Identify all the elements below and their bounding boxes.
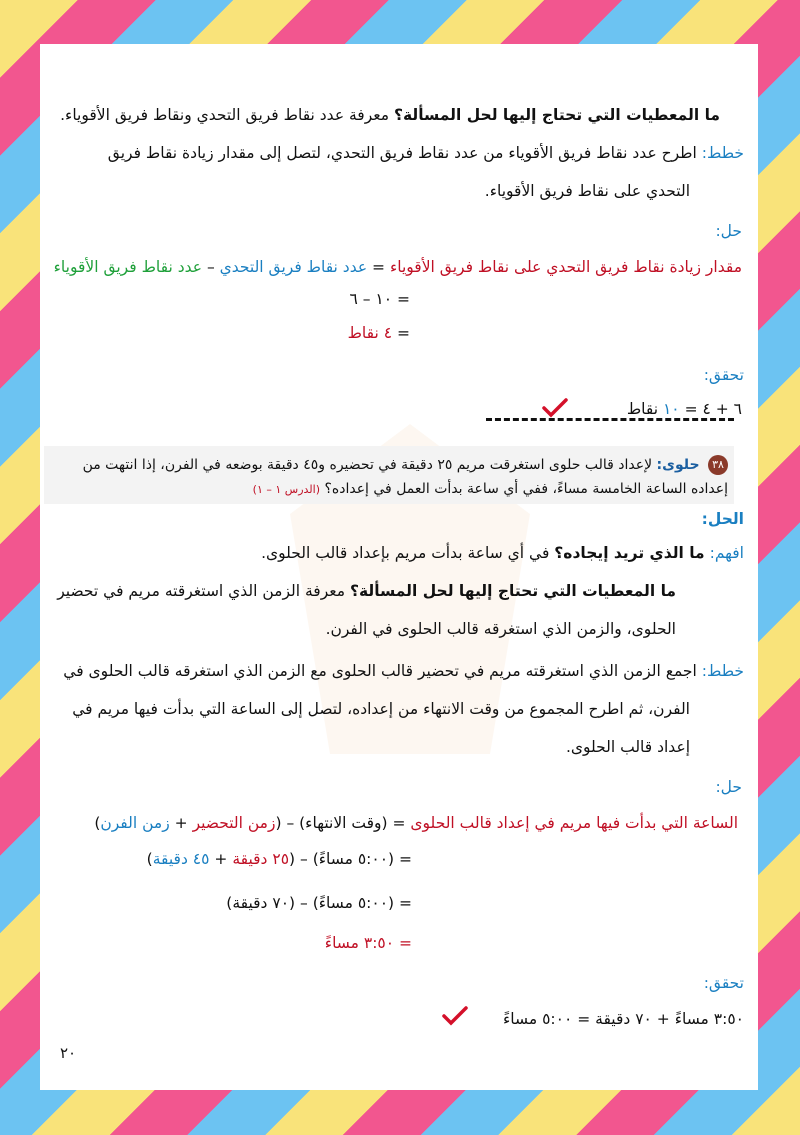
lesson-ref: (الدرس ١ – ١) xyxy=(252,483,320,496)
given-line-1 xyxy=(60,106,720,125)
eq2-plus: + xyxy=(174,814,188,832)
eq1-step-2: = ١٠ – ٦ xyxy=(349,290,410,308)
eq2-step-4: = ٣:٥٠ مساءً xyxy=(324,934,412,952)
data-line-1 xyxy=(57,582,676,601)
problem-title: حلوى: xyxy=(656,457,700,473)
verify1-a: ٦ + ٤ = xyxy=(684,400,742,418)
problem-line-1 xyxy=(83,455,728,475)
check-mark-icon xyxy=(542,398,568,418)
page-number: ٢٠ xyxy=(60,1044,77,1062)
plan-label: خطط: xyxy=(701,144,744,162)
solve-label: حل: xyxy=(715,222,742,240)
plan-text-2: التحدي على نقاط فريق الأقوياء. xyxy=(484,182,690,200)
solve2-label: حل: xyxy=(715,778,742,796)
problem-line-2 xyxy=(253,481,728,498)
given-answer: معرفة عدد نقاط فريق التحدي ونقاط فريق الأقوياء. xyxy=(60,106,390,124)
eq2-rest: = (وقت الانتهاء) – ( xyxy=(275,814,406,832)
problem-number-badge: ٣٨ xyxy=(708,455,728,475)
understand-label: افهم: xyxy=(709,544,744,562)
verify1-c: نقاط xyxy=(626,400,659,418)
verify-label: تحقق: xyxy=(703,366,744,384)
understand-line xyxy=(261,544,744,563)
plan-line-1 xyxy=(108,144,744,163)
given-question: ما المعطيات التي تحتاج إليها لحل المسألة؟ xyxy=(393,106,720,124)
plan-text-1: اطرح عدد نقاط فريق الأقوياء من عدد نقاط فريق التحدي، لتصل إلى مقدار زيادة نقاط فريق xyxy=(107,144,697,162)
eq2-close: ) xyxy=(94,814,101,832)
plan2-label: خطط: xyxy=(701,662,744,680)
eq1-term-a: عدد نقاط فريق التحدي xyxy=(219,258,368,276)
eq1-equals: = xyxy=(372,258,386,276)
plan2-text-3: إعداد قالب الحلوى. xyxy=(565,738,690,756)
eq2-s2b: ٢٥ دقيقة xyxy=(232,850,290,868)
verify2-line: ٣:٥٠ مساءً + ٧٠ دقيقة = ٥:٠٠ مساءً xyxy=(503,1010,744,1028)
check-mark-icon xyxy=(442,1006,468,1026)
eq1-step3-equals: = xyxy=(397,324,410,342)
eq2-s2e: ) xyxy=(146,850,153,868)
eq2-step-2 xyxy=(147,850,412,869)
want-question: ما الذي تريد إيجاده؟ xyxy=(554,544,705,562)
problem-text-2: إعداده الساعة الخامسة مساءً، ففي أي ساعة بدأت العمل في إعداده؟ xyxy=(324,481,728,497)
section-divider xyxy=(486,418,734,421)
eq2-s2c: + xyxy=(214,850,228,868)
verify1-b: ١٠ xyxy=(662,400,680,418)
data-question: ما المعطيات التي تحتاج إليها لحل المسألة؟ xyxy=(349,582,676,600)
data-line-2: الحلوى، والزمن الذي استغرقه قالب الحلوى في الفرن. xyxy=(325,620,676,638)
data-answer: معرفة الزمن الذي استغرقته مريم في تحضير xyxy=(57,582,346,600)
eq2-oven: زمن الفرن xyxy=(100,814,170,832)
want-answer: في أي ساعة بدأت مريم بإعداد قالب الحلوى. xyxy=(261,544,550,562)
eq2-s2a: = (٥:٠٠ مساءً) – ( xyxy=(289,850,412,868)
eq1-lhs: مقدار زيادة نقاط فريق التحدي على نقاط فريق الأقوياء xyxy=(389,258,742,276)
eq1-term-b: عدد نقاط فريق الأقوياء xyxy=(53,258,202,276)
page xyxy=(40,44,758,1090)
eq1-step-3 xyxy=(348,324,410,343)
plan2-text-1: اجمع الزمن الذي استغرقته مريم في تحضير قالب الحلوى مع الزمن الذي استغرقه قالب الحلوى في xyxy=(63,662,697,680)
eq1-minus: – xyxy=(206,258,215,276)
eq2-prep: زمن التحضير xyxy=(192,814,276,832)
equation-2 xyxy=(94,814,738,833)
verify2-label: تحقق: xyxy=(703,974,744,992)
problem-text-1: لإعداد قالب حلوى استغرقت مريم ٢٥ دقيقة في تحضيره و٤٥ دقيقة بوضعه في الفرن، إذا انتهت من xyxy=(82,457,653,473)
eq2-step-3: = (٥:٠٠ مساءً) – (٧٠ دقيقة) xyxy=(226,894,412,912)
plan2-line-1 xyxy=(63,662,744,681)
plan2-text-2: الفرن، ثم اطرح المجموع من وقت الانتهاء من إعداده، لتصل إلى الساعة التي بدأت فيها مريم في xyxy=(72,700,690,718)
verify-line-1 xyxy=(627,400,742,419)
eq1-step3-value: ٤ نقاط xyxy=(347,324,393,342)
equation-1 xyxy=(54,258,742,277)
eq2-lhs: الساعة التي بدأت فيها مريم في إعداد قالب الحلوى xyxy=(410,814,738,832)
solution-heading: الحل: xyxy=(701,510,744,528)
eq2-s2d: ٤٥ دقيقة xyxy=(152,850,210,868)
